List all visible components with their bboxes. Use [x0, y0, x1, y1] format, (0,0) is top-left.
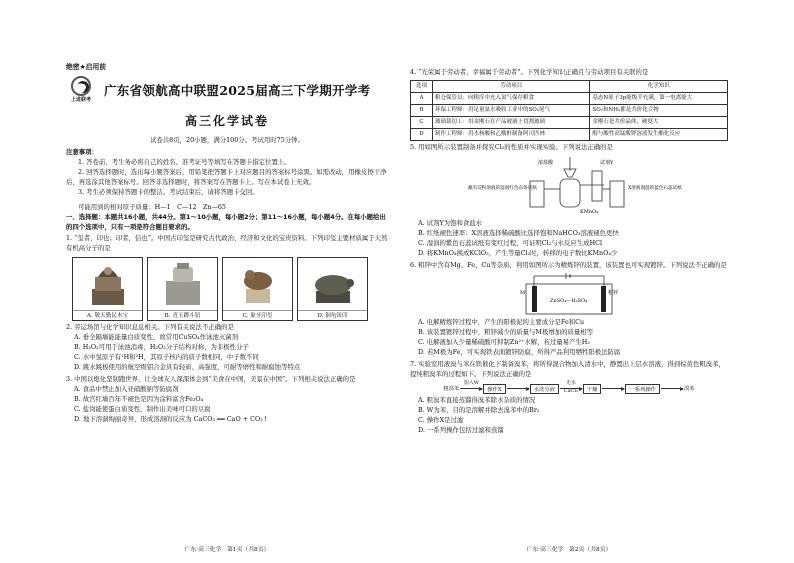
q5-option-a: A. 试剂Y为饱和食盐水 [418, 218, 483, 227]
q4-table [410, 80, 728, 141]
page-footer-right: 广东·高三化学 第2页（共8页） [526, 547, 612, 554]
logo-text: 上进联考 [70, 96, 91, 103]
table-cell: B [411, 104, 433, 116]
note-1: 1. 答卷前，考生务必将自己的姓名、准考证号等填写在答题卡指定位置上。 [78, 157, 291, 166]
question-3: 3. 中国以炮化坚韧跑世界，让全球友人深深体会到“美食在中国，美景在中国”。下列相关说法正确的是 [66, 374, 356, 383]
seal-image-d [297, 257, 368, 321]
q3-option-a: A. 食品中禁止加入亚硝酸钠等防腐剂 [74, 384, 179, 393]
q7-option-a: A. 粗溴苯直接蒸馏得溴苯除水杂质的情况 [418, 395, 536, 404]
seal-caption-c: C. 象牙印玺 [223, 310, 292, 320]
q7-option-c: C. 操作X是过滤 [418, 415, 464, 424]
exam-info: 试卷共8页，20小题，满分100分。考试用时75分钟。 [150, 136, 304, 145]
q6-option-a: A. 电解精炼锌过程中，产生的阳极泥的主要成分是Fe和Cu [418, 318, 585, 327]
flow-start: 粗溴苯 [443, 385, 460, 392]
seal-caption-d: D. 铜龟钮印 [298, 310, 367, 320]
q5-apparatus-figure [410, 155, 728, 217]
exam-header [66, 76, 388, 106]
table-cell: 金刚石是共价晶体，硬度大 [590, 116, 728, 128]
label-crude-zinc: 粗锌 [608, 290, 619, 297]
table-cell: SO₂和NH₃都是共价化合物 [590, 104, 728, 116]
q2-option-b: B. H₂O₂可用于泳池消毒，H₂O₂分子结构对称，为非极性分子 [74, 343, 249, 352]
publisher-logo [66, 76, 96, 106]
q3-option-d: D. 地下溶洞绚丽奇异，形成溶洞的反应为 CaCO₃ ══ CaO + CO₂↑ [74, 414, 269, 423]
flow-label-add-w: 加入W [463, 380, 479, 387]
table-cell: 制作工程师：用水杨酸和乙酸酐制备阿司匹林 [433, 128, 590, 140]
notes-title: 注意事项： [66, 148, 98, 157]
wood-seal-icon [86, 259, 130, 309]
label-right-paper: X溶液润湿的蓝色石蕊试纸 [628, 185, 682, 191]
q6-electrolysis-figure [410, 272, 728, 316]
table-cell: 环保工程师：用足量氨水吸收工业中的SO₂尾气 [433, 104, 590, 116]
note-3: 3. 考生必须保持答题卡的整洁。考试结束后，请将答题卡交回。 [78, 187, 259, 196]
q6-option-d: D. 若M极为Fe，可实现铁表面镀锌防腐，所得产品利用牺牲阳极法防腐 [418, 348, 621, 357]
flow-label-cacl2: 无水CaCl₂ [563, 380, 578, 395]
page-left [66, 62, 388, 537]
q4-table-header [411, 80, 728, 92]
question-4: 4. “光荣属于劳动者，幸福属于劳动者”。下列化学知识正确且与劳动项目有关联的是 [410, 68, 649, 76]
q5-option-b: B. 红纸褪色速率：X溶液选择稀硫酸比选择饱和NaHCO₃溶液褪色更快 [418, 228, 619, 237]
flow-arrow [507, 388, 529, 389]
flow-step-op-x: 操作X [483, 384, 505, 394]
table-cell: 粮仓保管员：向粮库中充入氮气保存粮食 [433, 92, 590, 104]
page-right [410, 66, 728, 537]
q2-option-d: D. 跳水跳板使用的航空级铝合金具有轻质、高强度，可耐等磨性和耐腐蚀等特点 [74, 362, 301, 371]
seal-caption-b: B. 青玉蹲斗钮 [148, 310, 217, 320]
q6-option-c: C. 电解液加入少量稀硫酸可抑制Zn²⁺水解，若过量易产生H₂ [418, 338, 590, 347]
flow-arrow [460, 380, 482, 389]
q2-option-c: C. 水中氢原子有¹H和²H，其原子核内的质子数相同，中子数不同 [74, 353, 259, 362]
label-left-paper: 蘸有淀粉溶液的湿润红色布条试纸 [468, 185, 537, 191]
table-cell: A [411, 92, 433, 104]
q5-option-c: C. 湿润的紫色石蕊试纸有变红过程，可证明Cl₂与水反应生成HCl [418, 238, 603, 247]
q7-option-b: B. W为苯，目的是溶解并除去溴苯中的Br₂ [418, 405, 540, 414]
q3-option-c: C. 盐岗能使蛋白质变性，制作出美味可口的豆腐 [74, 404, 211, 413]
q7-option-d: D. 一系列操作包括过滤和蒸馏 [418, 425, 504, 434]
ivory-seal-icon [236, 259, 280, 309]
q7-flowchart [410, 380, 728, 395]
q6-option-b: B. 该装置镀锌过程中，粗锌减少的质量与M极增加的质量相等 [418, 328, 594, 337]
seal-image-a [72, 257, 143, 321]
table-cell: 醇与酸性高锰酸钾溶液发生酯化反应 [590, 128, 728, 140]
flow-end: 溴苯 [683, 385, 695, 392]
electrolysis-cell-diagram [504, 272, 634, 316]
label-funnel: 浓盐酸 [538, 159, 554, 166]
label-electrolyte: ZnSO₄—H₂SO₄ [550, 298, 588, 305]
question-2: 2. 劳运场馆与化学知识息息相关。下列有关说法不正确的是 [66, 323, 234, 332]
page-footer-left: 广东·高三化学 第1页（共8页） [184, 547, 270, 554]
q5-option-d: D. 将KMnO₄换成KClO₃，产生等量Cl₂时，转移的电子数比KMnO₄少 [418, 248, 618, 257]
flow-arrow [560, 380, 582, 395]
flow-arrow [602, 388, 624, 389]
seal-image-c [222, 257, 293, 321]
section-heading: 一、选择题：本题共16小题，共44分。第1～10小题，每小题2分；第11～16小题，每小题4分。在每小题给出的四个选项中，只有一项是符合题目要求的。 [66, 212, 386, 231]
logo-icon [71, 76, 91, 96]
seal-image-b [147, 257, 218, 321]
table-cell: C [411, 116, 433, 128]
q4-header-option: 选项 [411, 80, 433, 92]
q2-option-a: A. 垂全隔墙能能量白质变性，故常用CuSO₄作泳池灭菌剂 [74, 333, 239, 342]
question-5: 5. 用如图所示装置制备并探究Cl₂的性质并实现实验。下列说法正确的是 [410, 142, 613, 151]
question-1: 1. “玺者，印也；印者，信也”。中国古印玺是研究古代政治、经济和文化的宝贵资料。下列印玺主要材质属于天然有机高分子的是 [66, 234, 388, 253]
flow-step-wash: 水洗分液 [530, 384, 559, 394]
label-reagent-y: 试剂Y [600, 159, 614, 166]
flow-arrow [661, 388, 683, 389]
exam-subtitle: 高三化学试卷 [184, 113, 269, 128]
table-row [411, 92, 728, 104]
q4-header-labor: 劳动项目 [433, 80, 590, 92]
table-row [411, 128, 728, 140]
label-electrode-m: M [520, 290, 526, 297]
table-cell: 玻璃裁切工：用金刚石在产品玻璃上切割玻璃 [433, 116, 590, 128]
question-7: 7. 实验室用液溴与苯在铁催化下制备溴苯，将所得混合物加入清水中，静置出上层水溶液，得到棕黄色粗溴苯，提纯粗溴苯的过程如下。下列说法正确的是 [410, 360, 725, 379]
label-kmno4: KMnO₄ [580, 208, 599, 215]
note-2: 2. 回答选择题时，选出每小题答案后，用铅笔把答题卡上对应题目的答案标号涂黑。如需改动，用橡皮擦干净后，再选涂其他答案标号。回答非选择题时，将答案写在答题卡上。写在本试卷上无效。 [66, 167, 387, 186]
exam-title: 广东省领航高中联盟2025届高三下学期开学考 [104, 82, 371, 98]
table-cell: 基态N原子3p能级半充满，第一电离能大 [590, 92, 728, 104]
q3-option-b: B. 故宫红墙百年不褪色是因为涂料富含Fe₃O₄ [74, 394, 204, 403]
chlorine-apparatus-diagram [454, 155, 684, 217]
table-row [411, 116, 728, 128]
table-cell: D [411, 128, 433, 140]
secret-mark: 绝密★启用前 [66, 63, 107, 71]
bronze-turtle-seal-icon [308, 259, 358, 309]
seal-caption-a: A. 敬天勤民木宝 [73, 310, 142, 320]
question-1-images [72, 257, 388, 321]
q4-header-knowledge: 化学知识 [590, 80, 728, 92]
atomic-mass-line: 可能用到的相对原子质量：H—1 C—12 Zn—65 [78, 202, 226, 211]
flow-step-dry: 干燥 [583, 384, 602, 394]
flow-step-series: 一系列操作 [625, 384, 660, 394]
question-6: 6. 粗锌中含有Mg、Fe、Cu等杂质，利用如图所示为精炼锌的装置，该装置也可实现镀锌。下列说法不正确的是 [410, 260, 727, 269]
jade-seal-icon [161, 259, 205, 309]
table-row [411, 104, 728, 116]
